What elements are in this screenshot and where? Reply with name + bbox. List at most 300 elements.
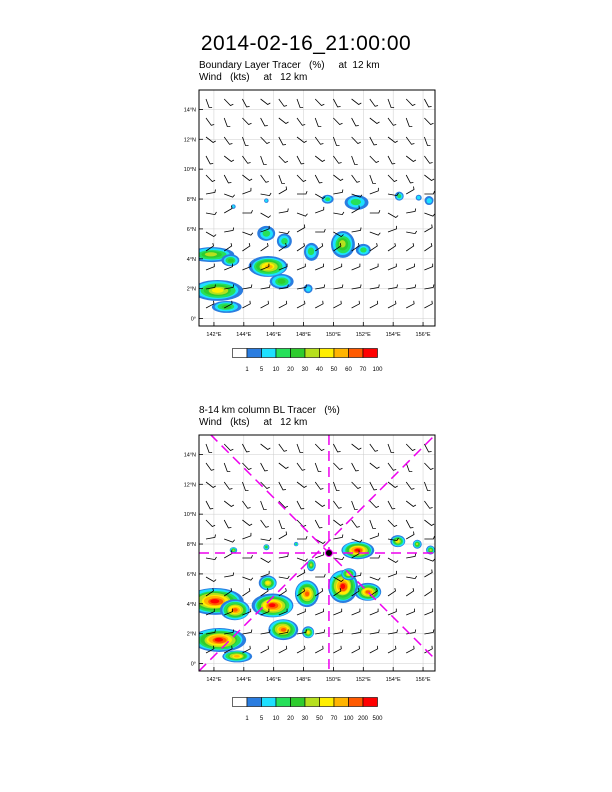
wind-barb [279,463,289,469]
panel1-plot [183,90,435,338]
wind-barb [279,137,286,145]
panel1-colorbar [232,348,383,376]
wind-barb [370,533,379,539]
wind-barb [206,577,216,582]
wind-barb [297,191,307,194]
wind-barb [352,285,362,290]
wind-barb [352,646,360,653]
wind-barb [370,463,380,469]
wind-barb [315,574,325,577]
wind-barb [224,539,235,542]
wind-barb [370,99,378,106]
wind-barb [279,444,287,451]
wind-barb [388,520,397,527]
colorbar-label: 200 [357,716,369,722]
wind-barb [424,137,430,146]
wind-barb [352,463,359,471]
wind-barb [406,588,414,596]
wind-barb [297,99,303,108]
wind-barb [388,463,396,470]
wind-barb [279,482,286,490]
wind-barb [424,264,432,270]
wind-barb [224,573,234,578]
tracer-blob [222,650,252,662]
y-tick-label: 14°N [183,107,196,114]
panel2-colorbar [232,697,383,725]
colorbar-swatch [262,698,277,707]
colorbar-label: 40 [316,367,323,373]
wind-barb [406,444,415,451]
wind-barb [406,209,416,214]
tracer-blob [395,192,404,201]
wind-barb [406,554,416,559]
wind-barb [206,501,213,509]
wind-barb [261,538,272,541]
wind-barb [333,212,344,215]
wind-barb [370,555,380,558]
panel2-title [199,405,340,429]
colorbar-label: 60 [345,367,352,373]
wind-barb [315,264,323,270]
wind-barb [406,285,416,290]
wind-barb [279,576,290,579]
colorbar-label: 70 [359,367,367,373]
wind-barb [424,99,431,107]
wind-barb [352,630,362,635]
wind-barb [424,520,434,526]
wind-barb [424,588,432,596]
wind-barb [333,285,343,290]
colorbar-label: 10 [272,716,280,722]
wind-barb [242,588,250,596]
wind-barb [224,194,235,197]
wind-barb [279,646,287,653]
x-tick-label: 156°E [415,332,431,338]
panel1-title [199,60,380,84]
tracer-blob [264,198,268,202]
wind-barb [224,137,232,144]
colorbar-swatch [320,698,335,707]
wind-barb [206,99,212,108]
wind-barb [370,210,380,213]
wind-barb [352,137,361,144]
wind-barb [261,520,269,527]
tracer-blob [257,226,275,241]
tracer-blob [356,244,371,256]
wind-barb [424,609,432,615]
tracer-blob [263,544,269,550]
wind-barb [315,482,323,489]
wind-barb [297,501,304,509]
y-tick-label: 4°N [186,601,196,608]
wind-barb [370,630,380,635]
center-marker [325,550,332,557]
wind-barb [224,463,230,472]
wind-barb [315,609,323,615]
y-tick-label: 2°N [186,286,196,293]
colorbar-swatch [247,349,262,358]
wind-barb [352,118,359,126]
x-tick-label: 144°E [236,332,252,338]
wind-barb [352,175,360,182]
colorbar-swatch [276,349,291,358]
wind-barb [261,501,267,510]
colorbar-swatch [334,698,349,707]
wind-barb [406,482,414,489]
colorbar-label: 10 [272,367,280,373]
wind-barb [261,463,268,471]
wind-barb [206,444,212,453]
tracer-blob [192,280,243,301]
colorbar-label: 1 [245,367,249,373]
wind-barb [388,156,395,164]
colorbar-swatch [305,349,320,358]
wind-barb [424,285,434,290]
x-tick-label: 154°E [385,332,401,338]
wind-barb [315,520,322,528]
wind-barb [406,187,414,195]
colorbar-swatch [349,698,364,707]
wind-barb [261,243,269,251]
wind-barb [297,444,303,453]
colorbar-swatch [291,698,306,707]
wind-barb [333,175,343,181]
colorbar-swatch [233,349,248,358]
wind-barb [370,482,377,490]
x-tick-label: 150°E [325,677,341,683]
wind-barb [406,609,414,615]
tracer-blob [304,284,313,293]
wind-barb [388,243,396,251]
tracer-blob [294,542,298,546]
wind-barb [261,156,267,165]
wind-barb [297,137,307,143]
wind-barb [279,532,287,540]
wind-barb [315,137,323,144]
x-tick-label: 152°E [355,677,371,683]
wind-barb [370,243,378,251]
wind-barb [388,609,396,615]
wind-barb [352,264,360,270]
tracer-blob [249,256,288,277]
wind-barb [406,576,417,579]
wind-barb [261,213,271,218]
wind-barb [297,536,307,539]
wind-barb [279,99,287,106]
wind-barb [406,463,412,472]
wind-barb [333,482,339,491]
wind-barb [333,99,340,107]
tracer-blob [341,568,356,580]
wind-barb [406,520,413,528]
colorbar-swatch [262,349,277,358]
wind-barb [261,118,268,126]
wind-barb [370,609,378,615]
tracer-blob [268,619,298,640]
wind-barb [333,444,340,452]
wind-barb [315,156,325,162]
tracer-blob [230,547,237,553]
tracer-blob [270,274,294,289]
colorbar-swatch [276,698,291,707]
y-tick-label: 6°N [186,571,196,578]
wind-barb [297,558,308,561]
wind-barb [370,444,378,451]
wind-barb [224,482,232,489]
wind-barb [261,558,271,563]
wind-barb [406,99,415,106]
wind-barb [388,646,396,653]
wind-barb [370,264,378,270]
colorbar-label: 100 [372,367,383,373]
wind-barb [370,118,380,124]
wind-barb [261,193,272,196]
wind-barb [352,520,360,527]
wind-barb [370,301,378,308]
wind-barb [333,264,341,270]
colorbar-swatch [363,698,378,707]
wind-barb [261,285,271,290]
wind-barb [370,577,381,580]
wind-barb [315,118,321,127]
y-tick-label: 14°N [183,452,196,459]
x-tick-label: 150°E [325,332,341,338]
wind-barb [406,301,414,308]
y-tick-label: 6°N [186,226,196,233]
colorbar-label: 5 [259,716,264,722]
wind-barb [370,137,377,145]
colorbar-label: 30 [301,367,309,373]
wind-barb [333,137,339,146]
wind-barb [315,463,321,472]
wind-barb [424,463,433,470]
wind-barb [352,228,362,233]
wind-barb [424,570,432,578]
wind-barb [224,228,234,233]
x-tick-label: 142°E [206,332,222,338]
y-tick-label: 0° [190,316,196,323]
wind-barb [388,285,398,290]
tracer-blob [307,559,316,571]
wind-barb [297,482,307,488]
wind-barb [315,444,324,451]
wind-barb [333,301,341,308]
wind-barb [352,301,360,308]
wind-barb [242,243,250,251]
wind-barb [352,99,362,105]
wind-barb [388,588,396,596]
wind-barb [352,482,361,489]
tracer-blob [277,234,292,249]
wind-barb [370,501,379,508]
panel1-title-line1: Boundary Layer Tracer (%) at 12 km [199,60,380,71]
wind-barb [333,520,343,526]
x-tick-label: 148°E [296,677,312,683]
tracer-blob [220,599,250,620]
wind-barb [279,187,287,195]
wind-barb [315,285,325,290]
panel2-title-line1: 8-14 km column BL Tracer (%) [199,405,340,416]
wind-barb [406,137,414,144]
tracer-blob [341,541,374,559]
wind-barb [297,118,305,125]
colorbar-swatch [233,698,248,707]
colorbar-label: 20 [287,367,294,373]
panel1-title-line2: Wind (kts) at 12 km [199,72,308,83]
wind-barb [279,554,289,559]
wind-barb [315,630,325,635]
wind-barb [224,501,234,507]
wind-barb [224,175,231,183]
wind-barb [424,156,432,163]
wind-barb [406,501,416,507]
wind-barb [333,463,342,470]
wind-barb [279,301,287,308]
colorbar-swatch [363,349,378,358]
colorbar-label: 50 [330,367,338,373]
y-tick-label: 8°N [186,542,196,549]
wind-barb [370,188,379,194]
wind-barb [279,209,289,214]
wind-barb [352,609,360,615]
tracer-blob [304,243,319,261]
wind-barb [333,646,341,653]
wind-barb [424,213,435,216]
wind-barb [224,118,230,127]
panel2-title-line2: Wind (kts) at 12 km [199,417,308,428]
y-tick-label: 8°N [186,197,196,204]
tracer-blob [295,580,319,607]
wind-barb [333,190,343,195]
x-tick-label: 156°E [415,677,431,683]
wind-barb [388,118,396,125]
wind-barb [352,501,358,510]
wind-barb [224,156,234,162]
wind-barb [333,609,341,615]
x-tick-label: 144°E [236,677,252,683]
colorbar-label: 50 [316,716,323,722]
wind-barb [261,301,269,308]
tracer-blob [413,540,422,549]
wind-barb [388,137,398,143]
x-tick-label: 154°E [385,677,401,683]
wind-barb [406,156,416,162]
colorbar-label: 5 [259,367,264,373]
wind-barb [242,444,249,452]
wind-barb [370,285,380,290]
colorbar-swatch [334,349,349,358]
tracer-blob [345,195,369,210]
wind-barb [333,630,343,635]
colorbar-label: 500 [372,716,383,722]
colorbar-swatch [247,698,262,707]
wind-barb [388,175,397,182]
x-tick-label: 152°E [355,332,371,338]
wind-barb [406,118,412,127]
wind-barb [242,99,249,107]
y-tick-label: 10°N [183,512,196,519]
wind-barb [406,532,414,540]
wind-barb [424,225,432,233]
wind-barb [297,213,308,216]
colorbar-swatch [305,698,320,707]
wind-barb [206,232,216,237]
x-tick-label: 148°E [296,332,312,338]
wind-barb [261,99,271,105]
wind-barb [224,520,231,528]
wind-barb [424,558,435,561]
wind-barb [424,175,434,181]
wind-barb [206,118,214,125]
wind-barb [424,191,434,194]
wind-barb [297,264,305,270]
wind-barb [279,231,290,234]
wind-barb [424,301,432,308]
x-tick-label: 146°E [266,332,282,338]
colorbar-swatch [320,349,335,358]
panel2-plot [183,435,435,683]
wind-barb [333,156,341,163]
colorbar-swatch [349,349,364,358]
tracer-blob [221,254,239,266]
y-tick-label: 4°N [186,256,196,263]
colorbar-label: 1 [245,716,249,722]
tracer-blob [390,535,405,547]
wind-barb [279,118,289,124]
y-tick-label: 10°N [183,167,196,174]
wind-barb [370,520,376,529]
wind-barb [333,118,342,125]
wind-barb [261,646,269,653]
wind-barb [406,264,414,270]
wind-barb [315,175,322,183]
wind-barb [388,264,396,270]
wind-barb [206,212,217,215]
wind-barb [315,301,323,308]
wind-barb [224,99,233,106]
wind-barb [352,156,358,165]
wind-barb [424,501,432,508]
y-tick-label: 2°N [186,631,196,638]
wind-barb [242,482,248,491]
wind-barb [424,243,432,251]
main-title: 2014-02-16_21:00:00 [200,32,412,55]
wind-barb [261,444,271,450]
wind-barb [406,243,414,251]
colorbar-label: 70 [330,716,338,722]
wind-barb [206,156,213,164]
wind-barb [297,609,305,615]
wind-barb [297,156,304,164]
wind-barb [388,482,398,488]
wind-barb [224,206,232,214]
wind-barb [388,301,396,308]
wind-barb [424,630,434,635]
tracer-blob [322,195,334,204]
wind-barb [370,646,378,653]
wind-barb [206,137,216,143]
wind-barb [370,175,376,184]
wind-barb [388,501,395,509]
tracer-blob [425,196,434,205]
wind-barb [206,463,214,470]
wind-barb [261,175,269,182]
colorbar-swatch [291,349,306,358]
wind-barb [388,630,398,635]
wind-barb [424,536,434,539]
wind-barb [206,264,214,270]
tracer-blob [302,626,314,638]
